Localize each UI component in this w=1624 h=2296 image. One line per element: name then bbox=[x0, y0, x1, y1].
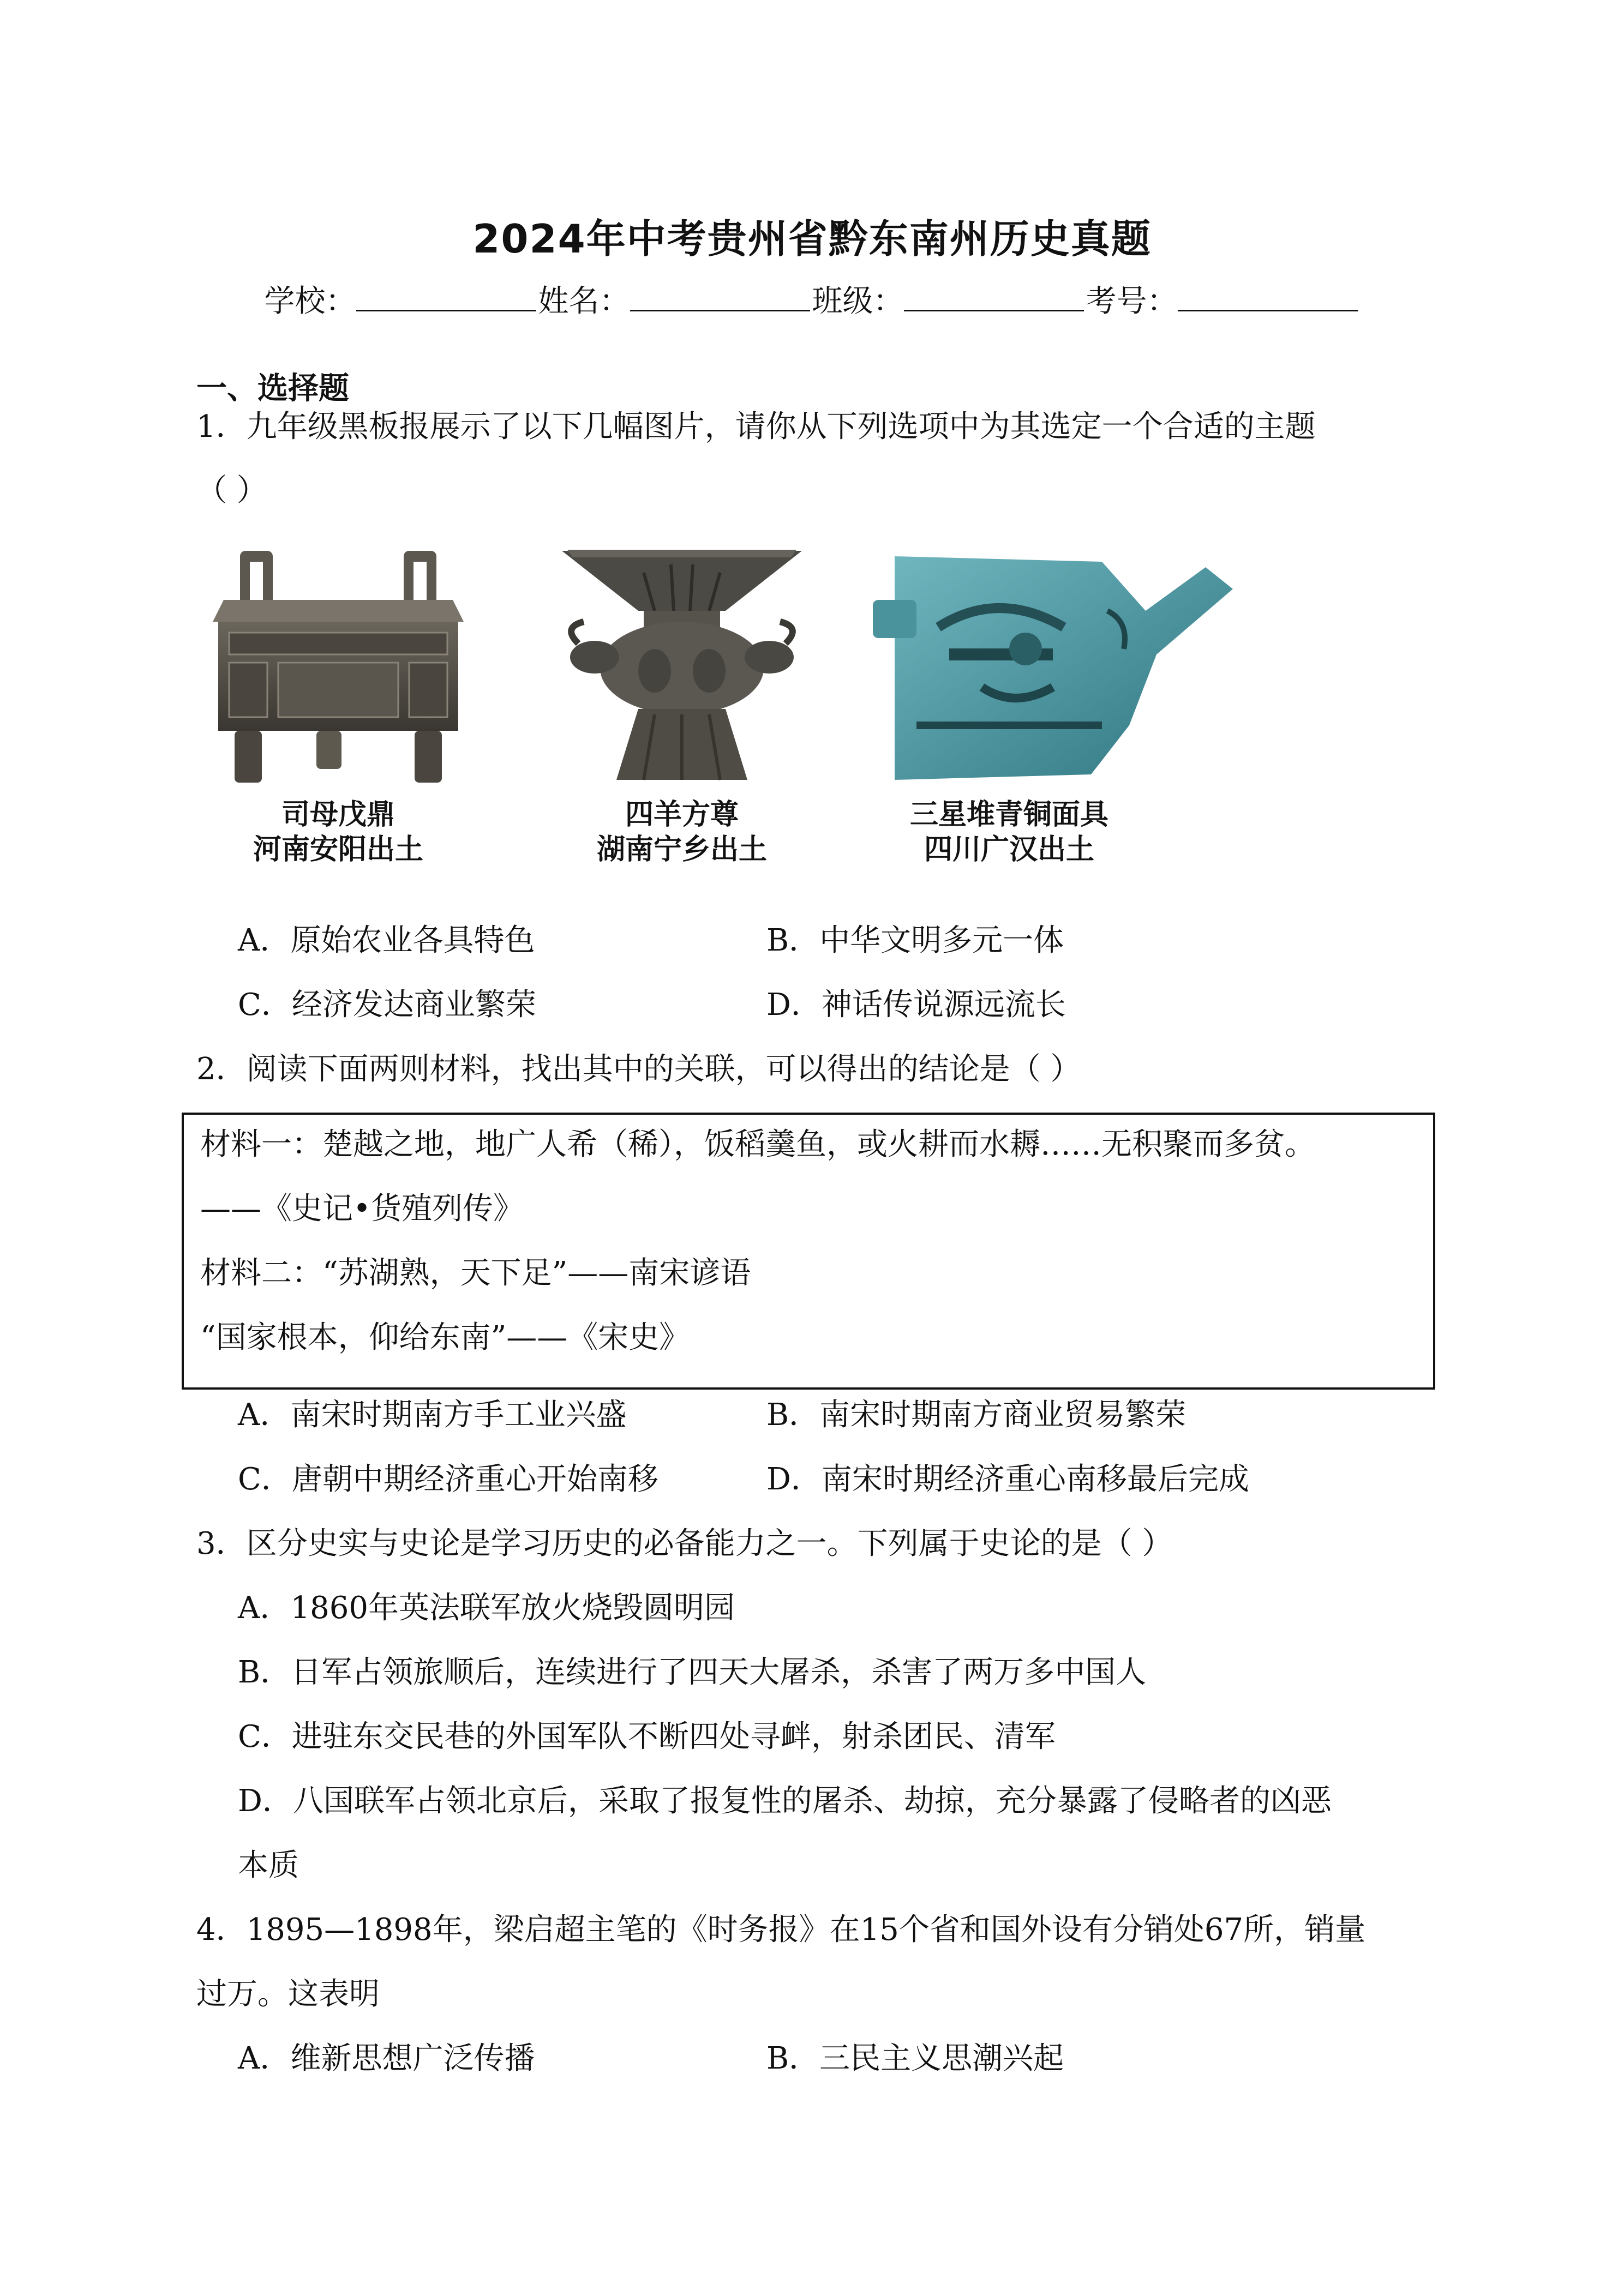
class-label: 班级： bbox=[812, 284, 904, 319]
q2-option-d[interactable]: D．南宋时期经济重心南移最后完成 bbox=[766, 1462, 1249, 1497]
zun-image bbox=[562, 540, 802, 785]
school-field[interactable] bbox=[356, 279, 536, 311]
q3-option-b[interactable]: B．日军占领旅顺后，连续进行了四天大屠杀，杀害了两万多中国人 bbox=[238, 1655, 1147, 1690]
q2-material-1-source: ——《史记•货殖列传》 bbox=[200, 1191, 524, 1227]
class-field[interactable] bbox=[904, 279, 1084, 311]
caption-3-origin: 四川广汉出土 bbox=[924, 833, 1094, 866]
q2-stem: 2．阅读下面两则材料，找出其中的关联，可以得出的结论是（ ） bbox=[196, 1051, 1081, 1087]
ding-image bbox=[207, 545, 469, 785]
id-label: 考号： bbox=[1086, 284, 1178, 319]
q4-option-a[interactable]: A．维新思想广泛传播 bbox=[238, 2041, 535, 2076]
q1-option-c[interactable]: C．经济发达商业繁荣 bbox=[238, 987, 536, 1023]
q1-caption-3 bbox=[889, 797, 1129, 867]
caption-1-name: 司母戊鼎 bbox=[281, 798, 395, 831]
square-bronze-ding-icon bbox=[207, 545, 469, 785]
q2-option-a[interactable]: A．南宋时期南方手工业兴盛 bbox=[238, 1397, 627, 1433]
q2-material-2: 材料二：“苏湖熟，天下足”——南宋谚语 bbox=[200, 1255, 751, 1291]
q2-materials-box bbox=[182, 1113, 1435, 1390]
caption-3-name: 三星堆青铜面具 bbox=[909, 798, 1108, 831]
id-field[interactable] bbox=[1178, 279, 1358, 311]
q4-stem-continued: 过万。这表明 bbox=[196, 1976, 380, 2012]
q3-stem: 3．区分史实与史论是学习历史的必备能力之一。下列属于史论的是（ ） bbox=[196, 1526, 1173, 1561]
q1-stem: 1．九年级黑板报展示了以下几幅图片，请你从下列选项中为其选定一个合适的主题 bbox=[196, 409, 1316, 444]
name-field[interactable] bbox=[630, 279, 810, 311]
q4-option-b[interactable]: B．三民主义思潮兴起 bbox=[766, 2041, 1064, 2076]
school-label: 学校： bbox=[264, 284, 356, 319]
caption-1-origin: 河南安阳出土 bbox=[253, 833, 423, 866]
q4-stem: 4．1895—1898年，梁启超主笔的《时务报》在15个省和国外设有分销处67所，销量 bbox=[196, 1912, 1366, 1948]
q3-option-d-continued: 本质 bbox=[238, 1848, 299, 1883]
q1-caption-1 bbox=[202, 797, 475, 867]
bronze-mask-icon bbox=[873, 545, 1244, 785]
name-label: 姓名： bbox=[538, 284, 630, 319]
section-title: 一、选择题 bbox=[196, 371, 349, 406]
q3-option-c[interactable]: C．进驻东交民巷的外国军队不断四处寻衅，射杀团民、清军 bbox=[238, 1719, 1056, 1754]
q2-option-c[interactable]: C．唐朝中期经济重心开始南移 bbox=[238, 1462, 658, 1497]
caption-2-origin: 湖南宁乡出土 bbox=[596, 833, 767, 866]
q1-option-a[interactable]: A．原始农业各具特色 bbox=[238, 923, 535, 958]
q1-option-b[interactable]: B．中华文明多元一体 bbox=[766, 923, 1064, 958]
caption-2-name: 四羊方尊 bbox=[625, 798, 739, 831]
q2-material-2-quote: “国家根本，仰给东南”——《宋史》 bbox=[200, 1320, 690, 1355]
q3-option-d[interactable]: D．八国联军占领北京后，采取了报复性的屠杀、劫掠，充分暴露了侵略者的凶恶 bbox=[238, 1783, 1332, 1819]
q1-caption-2 bbox=[546, 797, 818, 867]
q2-material-1: 材料一：楚越之地，地广人希（稀），饭稻羹鱼，或火耕而水耨……无积聚而多贫。 bbox=[200, 1127, 1315, 1162]
student-info-line bbox=[0, 277, 1624, 321]
q1-option-d[interactable]: D．神话传说源远流长 bbox=[766, 987, 1066, 1023]
mask-image bbox=[873, 545, 1244, 785]
four-ram-zun-icon bbox=[562, 540, 802, 785]
page-title: 2024年中考贵州省黔东南州历史真题 bbox=[472, 216, 1152, 262]
q3-option-a[interactable]: A．1860年英法联军放火烧毁圆明园 bbox=[238, 1590, 735, 1626]
q2-option-b[interactable]: B．南宋时期南方商业贸易繁荣 bbox=[766, 1397, 1186, 1433]
q1-bracket: （ ） bbox=[196, 473, 267, 508]
